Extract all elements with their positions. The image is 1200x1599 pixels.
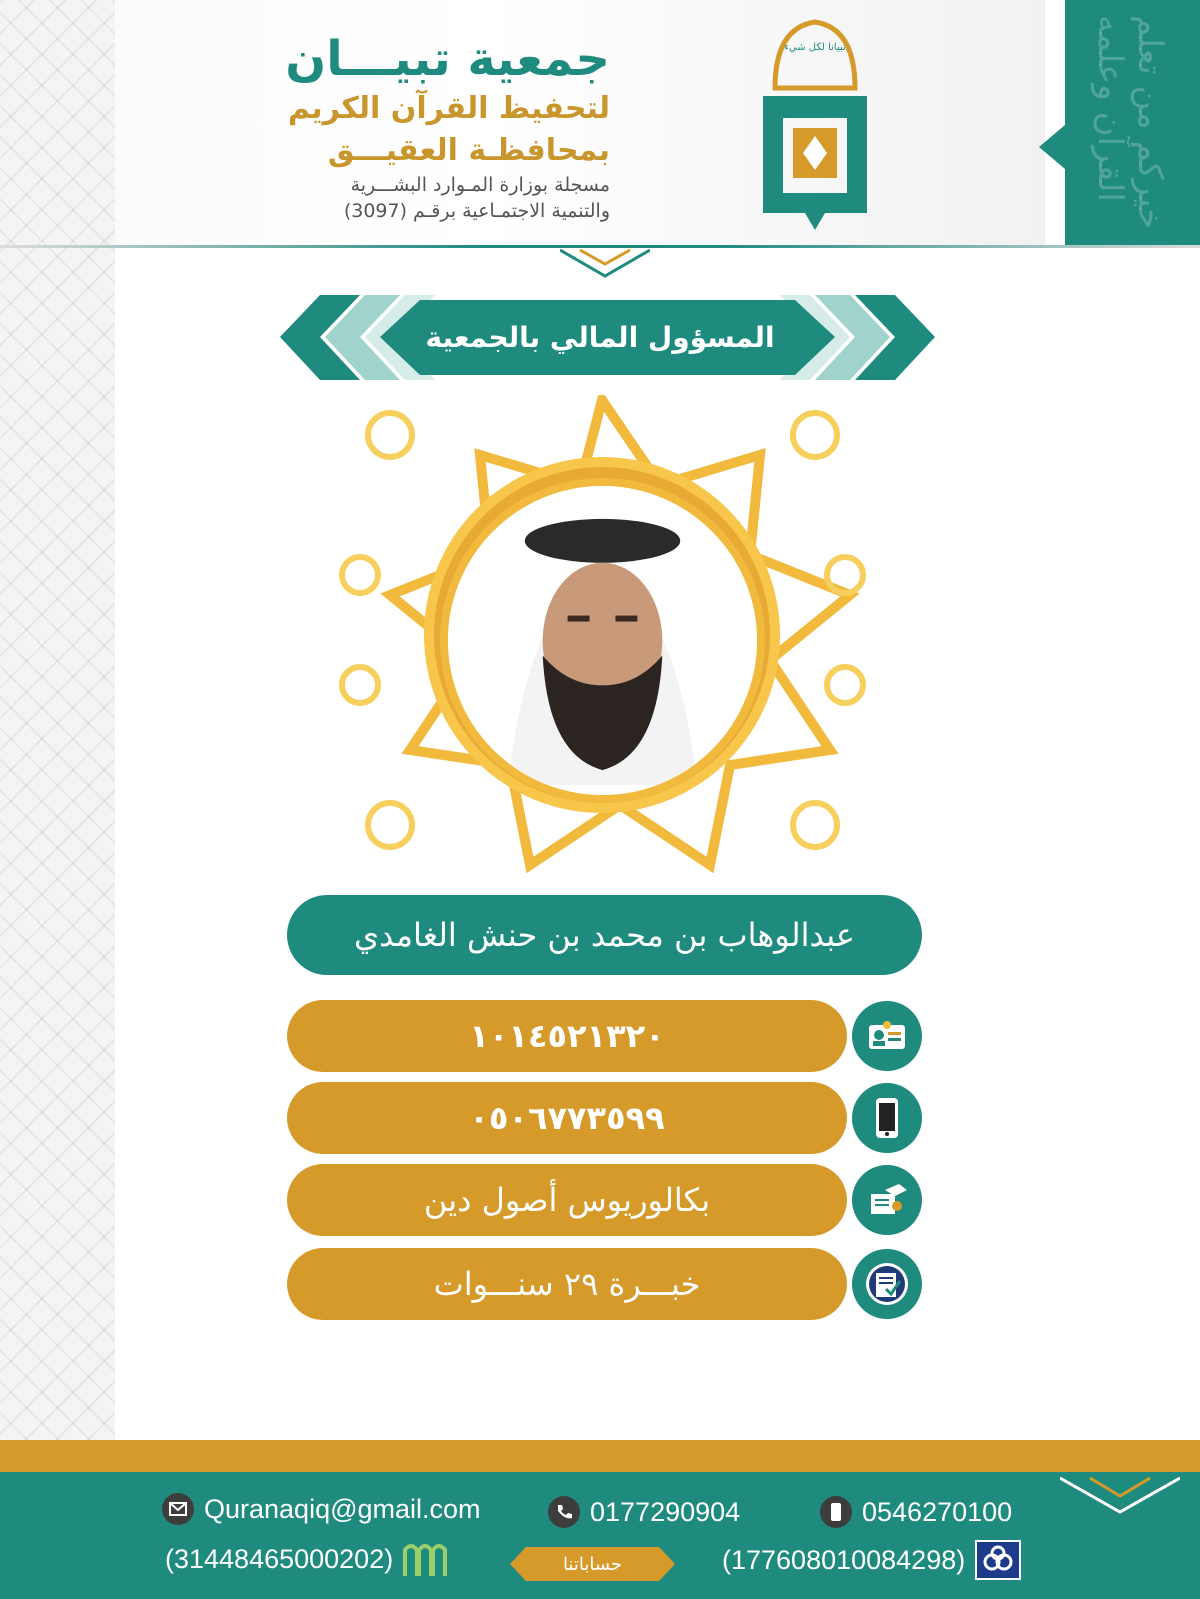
- telephone-icon: [548, 1496, 580, 1528]
- landline-text: 0177290904: [590, 1496, 741, 1527]
- bank-1-logo-icon: [403, 1540, 447, 1578]
- footer-email[interactable]: [162, 1493, 481, 1525]
- id-number-row: [287, 1000, 922, 1072]
- panel-calligraphy-text: خيركم من تعلم القرآن وعلمه: [1090, 15, 1170, 230]
- mobile-phone-icon: [852, 1083, 922, 1153]
- footer-gold-band: [0, 1440, 1200, 1472]
- phone-value: ٠٥٠٦٧٧٣٥٩٩: [287, 1082, 847, 1154]
- id-number-value: ١٠١٤٥٢١٣٢٠: [287, 1000, 847, 1072]
- footer-landline[interactable]: [548, 1496, 740, 1528]
- person-name: عبدالوهاب بن محمد بن حنش الغامدي: [287, 895, 922, 975]
- registration-line-1: مسجلة بوزارة المـوارد البشـــرية: [350, 174, 610, 196]
- footer-mobile[interactable]: [820, 1496, 1012, 1528]
- footer-chevron-icon: [1060, 1476, 1180, 1516]
- organization-subtitle-1: لتحفيظ القرآن الكريم: [287, 91, 610, 126]
- footer-account-2: [722, 1540, 1021, 1580]
- experience-value: خبـــرة ٢٩ سنـــوات: [287, 1248, 847, 1320]
- phone-row: [287, 1082, 922, 1154]
- id-card-icon: [852, 1001, 922, 1071]
- header-chevron-icon: [560, 248, 650, 278]
- organization-name: جمعية تبيـــان: [285, 31, 610, 87]
- accounts-label: حساباتنا: [562, 1553, 623, 1575]
- mobile-phone-icon: [820, 1496, 852, 1528]
- account-2-text: (177608010084298): [722, 1544, 966, 1575]
- mobile-text: 0546270100: [862, 1496, 1013, 1527]
- panel-notch: [1039, 125, 1065, 169]
- left-geometric-pattern: [0, 0, 115, 1445]
- bank-2-logo-icon: [975, 1540, 1021, 1580]
- qualification-row: [287, 1164, 922, 1236]
- calligraphy-panel: [1065, 0, 1200, 245]
- profile-photo: [440, 478, 765, 803]
- experience-row: [287, 1248, 922, 1320]
- footer-account-1: [165, 1540, 447, 1578]
- email-icon: [162, 1493, 194, 1525]
- registration-line-2: والتنمية الاجتمـاعية برقـم (3097): [343, 200, 610, 222]
- certificate-icon: [852, 1249, 922, 1319]
- organization-subtitle-2: بمحافظـة العقيـــق: [327, 133, 610, 168]
- graduation-icon: [852, 1165, 922, 1235]
- email-text: Quranaqiq@gmail.com: [204, 1493, 481, 1524]
- organization-header: [190, 30, 610, 224]
- role-title: المسؤول المالي بالجمعية: [425, 321, 775, 354]
- qualification-value: بكالوريوس أصول دين: [287, 1164, 847, 1236]
- person-portrait-icon: [448, 486, 757, 795]
- account-1-text: (31448465000202): [165, 1543, 394, 1574]
- logo-arc-text: تبيانا لكل شيء: [784, 42, 846, 53]
